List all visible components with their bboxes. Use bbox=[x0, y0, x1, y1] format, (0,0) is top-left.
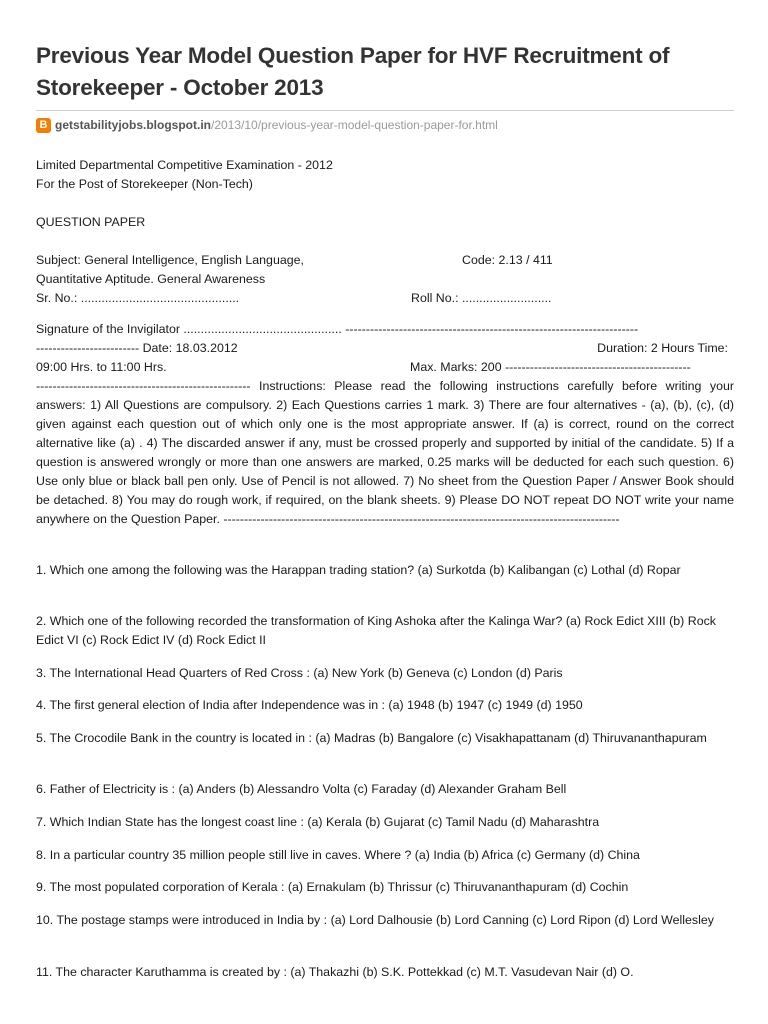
question-3: 3. The International Head Quarters of Red Cross : (a) New York (b) Geneva (c) London (d) Paris bbox=[36, 666, 563, 680]
exam-time: 09:00 Hrs. to 11:00 Hrs. bbox=[36, 360, 167, 374]
instructions: ---------------------------------------------------- Instructions: Please read the following instructions carefully before writing your answers: 1) All Questions are compulsory. 2) Each Questions carries 1 mark. 3) There are four alternatives - (a), (b), (c), (d) given against each question out of which only one is the most appropriate answer. If (a) is correct, round on the correct alternative like (a) . 4) The discarded answer if any, must be crossed properly and supported by initial of the candidate. 5) If a question is answered wrongly or more than one answers are marked, 0.25 marks will be deducted for each such question. 6) Use only blue or black ball pen only. Use of Pencil is not allowed. 7) No sheet from the Question Paper / Answer Book should be detached. 8) You may do rough work, if required, on the blank sheets. 9) Please DO NOT repeat DO NOT write your name anywhere on the Question Paper. ------------------------------------------------------------------------------------------------ bbox=[36, 379, 734, 526]
question-5: 5. The Crocodile Bank in the country is located in : (a) Madras (b) Bangalore (c) Visakhapattanam (d) Thiruvananthapuram bbox=[36, 731, 707, 745]
source-path[interactable]: /2013/10/previous-year-model-question-paper-for.html bbox=[211, 118, 498, 132]
invigilator-block bbox=[36, 320, 734, 377]
question-8: 8. In a particular country 35 million people still live in caves. Where ? (a) India (b) Africa (c) Germany (d) China bbox=[36, 848, 640, 862]
exam-duration: Duration: 2 Hours Time: bbox=[597, 341, 728, 355]
subject-block bbox=[36, 251, 734, 308]
question-11: 11. The character Karuthamma is created by : (a) Thakazhi (b) S.K. Pottekkad (c) M.T. Vasudevan Nair (d) O. bbox=[36, 965, 634, 979]
question-1: 1. Which one among the following was the Harappan trading station? (a) Surkotda (b) Kalibangan (c) Lothal (d) Ropar bbox=[36, 563, 681, 577]
paper-code: Code: 2.13 / 411 bbox=[462, 253, 553, 267]
question-9: 9. The most populated corporation of Kerala : (a) Ernakulam (b) Thrissur (c) Thiruvananthapuram (d) Cochin bbox=[36, 880, 629, 894]
post-name: For the Post of Storekeeper (Non-Tech) bbox=[36, 177, 253, 191]
question-2: 2. Which one of the following recorded the transformation of King Ashoka after the Kalinga War? (a) Rock Edict XIII (b) Rock Edict VI (c) Rock Edict IV (d) Rock Edict II bbox=[36, 614, 716, 647]
max-marks: Max. Marks: 200 --------------------------------------------- bbox=[410, 360, 691, 374]
paper-heading-block bbox=[36, 213, 734, 232]
roll-number: Roll No.: .......................... bbox=[411, 291, 552, 305]
question-10: 10. The postage stamps were introduced in India by : (a) Lord Dalhousie (b) Lord Canning (c) Lord Ripon (d) Lord Wellesley bbox=[36, 913, 714, 927]
blogger-icon: B bbox=[36, 118, 51, 133]
subject-line: Subject: General Intelligence, English Language, bbox=[36, 253, 304, 267]
exam-header bbox=[36, 156, 734, 194]
exam-name: Limited Departmental Competitive Examination - 2012 bbox=[36, 158, 333, 172]
invigilator-signature: Signature of the Invigilator .............................................. ----------------------------------------------------------------------- bbox=[36, 322, 639, 336]
title-divider bbox=[36, 110, 734, 111]
source-link[interactable] bbox=[36, 116, 498, 134]
question-7: 7. Which Indian State has the longest coast line : (a) Kerala (b) Gujarat (c) Tamil Nadu (d) Maharashtra bbox=[36, 815, 600, 829]
exam-date: ------------------------- Date: 18.03.2012 bbox=[36, 341, 238, 355]
page-title: Previous Year Model Question Paper for HVF Recruitment of Storekeeper - October 2013 bbox=[36, 43, 670, 100]
question-6: 6. Father of Electricity is : (a) Anders (b) Alessandro Volta (c) Faraday (d) Alexander Graham Bell bbox=[36, 782, 567, 796]
source-domain[interactable]: getstabilityjobs.blogspot.in bbox=[55, 118, 211, 132]
subject-line-2: Quantitative Aptitude. General Awareness bbox=[36, 272, 266, 286]
question-4: 4. The first general election of India after Independence was in : (a) 1948 (b) 1947 (c) 1949 (d) 1950 bbox=[36, 698, 583, 712]
serial-number: Sr. No.: .............................................. bbox=[36, 291, 240, 305]
paper-heading: QUESTION PAPER bbox=[36, 215, 146, 229]
